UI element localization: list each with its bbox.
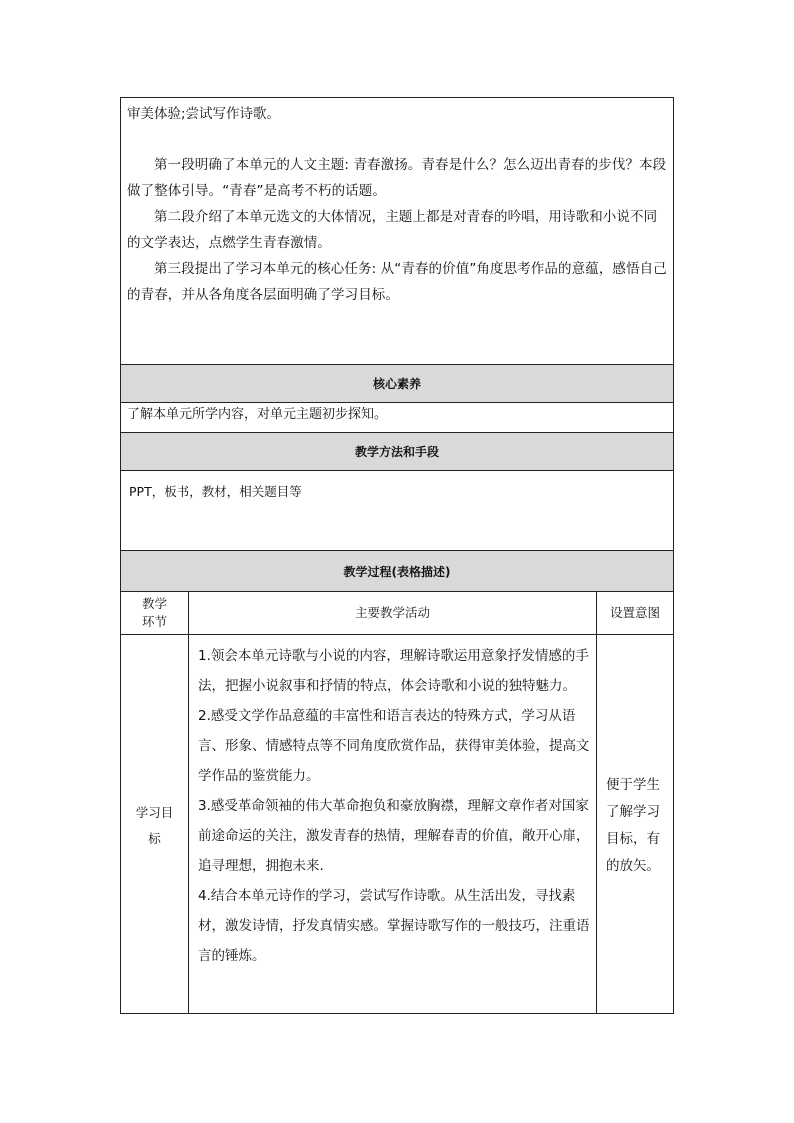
core-literacy-text: 了解本单元所学内容，对单元主题初步探知。 [127, 407, 388, 422]
column-divider [188, 592, 189, 1013]
methods-text: PPT，板书，教材，相关题目等 [129, 484, 302, 499]
table-row-activities [198, 641, 590, 971]
intro-paragraph: 第一段明确了本单元的人文主题: 青春激扬。青春是什么？怎么迈出青春的步伐？本段做了整体引导。“青春”是高考不朽的话题。 [127, 157, 667, 199]
process-title: 教学过程(表格描述) [343, 564, 451, 579]
activity-item: 2.感受文学作品意蕴的丰富性和语言表达的特殊方式，学习从语言、形象、情感特点等不同角度欣赏作品，获得审美体验，提高文学作品的鉴赏能力。 [198, 708, 590, 784]
core-literacy-content [121, 403, 673, 432]
column-header-activity-label: 主要教学活动 [354, 605, 430, 620]
methods-header [121, 433, 673, 470]
column-header-stage [121, 592, 188, 634]
intro-section [121, 98, 673, 364]
divider [121, 634, 673, 635]
table-row-intent [597, 636, 673, 1015]
column-header-intent-label: 设置意图 [609, 605, 660, 620]
process-header [121, 551, 673, 591]
stage-label: 学习目标 [135, 804, 174, 846]
column-header-activity [189, 592, 596, 634]
core-literacy-header [121, 365, 673, 402]
column-header-stage-label: 教学环节 [141, 596, 167, 629]
lesson-plan-table [120, 97, 674, 1014]
intro-paragraph: 第二段介绍了本单元选文的大体情况，主题上都是对青春的吟唱，用诗歌和小说不同的文学表达，点燃学生青春激情。 [127, 209, 658, 251]
intro-first-line: 审美体验;尝试写作诗歌。 [127, 106, 281, 122]
activity-item: 1.领会本单元诗歌与小说的内容，理解诗歌运用意象抒发情感的手法，把握小说叙事和抒情的特点，体会诗歌和小说的独特魅力。 [198, 648, 589, 694]
table-row-stage [121, 636, 188, 1015]
intro-paragraphs [127, 152, 667, 308]
intent-text: 便于学生了解学习目标，有的放矢。 [606, 776, 660, 874]
methods-title: 教学方法和手段 [354, 445, 439, 459]
intro-paragraph: 第三段提出了学习本单元的核心任务: 从“青春的价值”角度思考作品的意蕴，感悟自己的青春，并从各角度各层面明确了学习目标。 [127, 261, 667, 303]
core-literacy-title: 核心素养 [372, 377, 421, 391]
column-header-intent [597, 592, 673, 634]
activity-item: 3.感受革命领袖的伟大革命抱负和豪放胸襟，理解文章作者对国家前途命运的关注，激发青春的热情，理解春青的价值，敞开心扉，追寻理想，拥抱未来. [198, 798, 590, 874]
methods-content [121, 471, 673, 550]
activity-item: 4.结合本单元诗作的学习，尝试写作诗歌。从生活出发，寻找素材，激发诗情，抒发真情实感。掌握诗歌写作的一般技巧，注重语言的锤炼。 [198, 888, 590, 964]
